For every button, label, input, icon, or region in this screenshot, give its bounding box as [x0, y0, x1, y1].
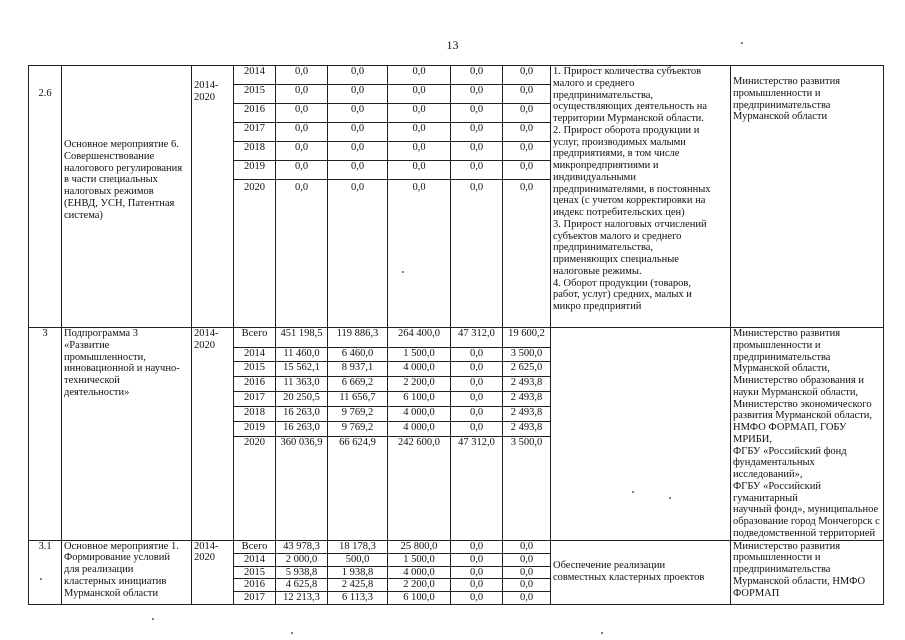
- amount-cell: 0,0: [388, 161, 451, 180]
- amount-cell: 6 460,0: [328, 347, 388, 362]
- year-cell: 2018: [234, 142, 276, 161]
- year-cell: 2016: [234, 579, 276, 592]
- item-number: 3: [29, 328, 62, 541]
- amount-cell: 4 000,0: [388, 421, 451, 436]
- amount-cell: 0,0: [451, 180, 503, 328]
- scan-speck: [152, 618, 154, 620]
- indicators: [551, 328, 731, 541]
- scan-speck: [40, 578, 42, 580]
- amount-cell: 0,0: [276, 180, 328, 328]
- amount-cell: 500,0: [328, 553, 388, 566]
- amount-cell: 0,0: [388, 142, 451, 161]
- year-cell: 2015: [234, 362, 276, 377]
- scan-speck: [741, 42, 743, 44]
- year-cell: 2020: [234, 436, 276, 540]
- year-cell: 2016: [234, 377, 276, 392]
- amount-cell: 2 493,8: [503, 407, 551, 422]
- measure-name: Подпрограмма 3 «Развитие промышленности, инновационной и научно- технической деятельности»: [62, 328, 192, 541]
- measure-name: Основное мероприятие 6. Совершенствование налогового регулирования в части специальных налоговых режимов (ЕНВД, УСН, Патентная система): [62, 66, 192, 328]
- amount-cell: 0,0: [451, 362, 503, 377]
- amount-cell: 0,0: [451, 421, 503, 436]
- amount-cell: 0,0: [503, 592, 551, 605]
- amount-cell: 9 769,2: [328, 421, 388, 436]
- amount-cell: 0,0: [451, 104, 503, 123]
- amount-cell: 16 263,0: [276, 421, 328, 436]
- amount-cell: 2 493,8: [503, 392, 551, 407]
- amount-cell: 0,0: [503, 180, 551, 328]
- amount-cell: 0,0: [328, 142, 388, 161]
- amount-cell: 4 000,0: [388, 566, 451, 579]
- amount-cell: 6 113,3: [328, 592, 388, 605]
- table-row: [29, 66, 884, 85]
- amount-cell: 0,0: [328, 66, 388, 85]
- amount-cell: 0,0: [503, 104, 551, 123]
- amount-cell: 0,0: [503, 540, 551, 553]
- amount-cell: 16 263,0: [276, 407, 328, 422]
- year-cell: 2015: [234, 85, 276, 104]
- amount-cell: 0,0: [451, 407, 503, 422]
- year-cell: 2020: [234, 180, 276, 328]
- amount-cell: 0,0: [451, 553, 503, 566]
- item-number: 2.6: [29, 66, 62, 328]
- amount-cell: 0,0: [328, 180, 388, 328]
- amount-cell: 0,0: [451, 579, 503, 592]
- amount-cell: 4 000,0: [388, 362, 451, 377]
- amount-cell: 0,0: [451, 347, 503, 362]
- amount-cell: 0,0: [451, 392, 503, 407]
- amount-cell: 6 100,0: [388, 592, 451, 605]
- year-cell: 2014: [234, 347, 276, 362]
- responsible-executor: Министерство развития промышленности и предпринимательства Мурманской области: [731, 66, 884, 328]
- item-number: 3.1: [29, 540, 62, 604]
- amount-cell: 2 200,0: [388, 377, 451, 392]
- amount-cell: 2 425,8: [328, 579, 388, 592]
- amount-cell: 0,0: [328, 161, 388, 180]
- amount-cell: 11 363,0: [276, 377, 328, 392]
- period: 2014- 2020: [192, 328, 234, 541]
- amount-cell: 0,0: [451, 566, 503, 579]
- amount-cell: 0,0: [451, 123, 503, 142]
- amount-cell: 0,0: [503, 553, 551, 566]
- amount-cell: 2 625,0: [503, 362, 551, 377]
- amount-cell: 0,0: [451, 85, 503, 104]
- amount-cell: 3 500,0: [503, 347, 551, 362]
- indicators: 1. Прирост количества субъектов малого и среднего предпринимательства, осуществляющих деятельность на территории Мурманской области. 2. Прирост оборота продукции и услуг, производимых малыми предприятиями, в том числе микропредприятиями и индивидуальными предпринимателями, в постоянных ценах (с учетом корректировки на индекс потребительских цен) 3. Прирост налоговых отчислений субъектов малого и среднего предпринимательства, применяющих специальные налоговые режимы. 4. Оборот продукции (товаров, работ, услуг) средних, малых и микро предприятий: [551, 66, 731, 328]
- indicators: Обеспечение реализации совместных кластерных проектов: [551, 540, 731, 604]
- program-table: [28, 65, 884, 605]
- amount-cell: 2 000,0: [276, 553, 328, 566]
- amount-cell: 2 493,8: [503, 421, 551, 436]
- amount-cell: 0,0: [503, 66, 551, 85]
- amount-cell: 0,0: [503, 161, 551, 180]
- amount-cell: 1 500,0: [388, 347, 451, 362]
- year-cell: 2014: [234, 66, 276, 85]
- amount-cell: 66 624,9: [328, 436, 388, 540]
- amount-cell: 0,0: [451, 377, 503, 392]
- amount-cell: 0,0: [388, 66, 451, 85]
- amount-cell: 47 312,0: [451, 328, 503, 348]
- page-number: 13: [446, 38, 459, 52]
- scan-speck: [632, 491, 634, 493]
- period: 2014- 2020: [192, 66, 234, 328]
- amount-cell: 0,0: [451, 592, 503, 605]
- amount-cell: 4 000,0: [388, 407, 451, 422]
- amount-cell: 360 036,9: [276, 436, 328, 540]
- amount-cell: 43 978,3: [276, 540, 328, 553]
- year-cell: 2014: [234, 553, 276, 566]
- amount-cell: 0,0: [503, 85, 551, 104]
- amount-cell: 0,0: [388, 85, 451, 104]
- table-row: [29, 328, 884, 348]
- year-cell: Всего: [234, 328, 276, 348]
- amount-cell: 8 937,1: [328, 362, 388, 377]
- amount-cell: 15 562,1: [276, 362, 328, 377]
- amount-cell: 0,0: [451, 142, 503, 161]
- amount-cell: 0,0: [503, 142, 551, 161]
- amount-cell: 0,0: [276, 161, 328, 180]
- amount-cell: 0,0: [503, 123, 551, 142]
- amount-cell: 12 213,3: [276, 592, 328, 605]
- amount-cell: 0,0: [503, 579, 551, 592]
- year-cell: 2015: [234, 566, 276, 579]
- table-row: [29, 540, 884, 553]
- amount-cell: 0,0: [388, 180, 451, 328]
- year-cell: 2017: [234, 592, 276, 605]
- amount-cell: 451 198,5: [276, 328, 328, 348]
- amount-cell: 3 500,0: [503, 436, 551, 540]
- year-cell: 2017: [234, 392, 276, 407]
- responsible-executor: Министерство развития промышленности и предпринимательства Мурманской области, Министерство образования и науки Мурманской области, Министерство экономического развития Мурманской области, НМФО ФОРМАП, ГОБУ МРИБИ, ФГБУ «Российский фонд фундаментальных исследований», ФГБУ «Российский гуманитарный научный фонд», муниципальное образование город Мончегорск с подведомственной территорией: [731, 328, 884, 541]
- amount-cell: 2 493,8: [503, 377, 551, 392]
- amount-cell: 0,0: [328, 85, 388, 104]
- amount-cell: 0,0: [388, 104, 451, 123]
- amount-cell: 0,0: [276, 85, 328, 104]
- amount-cell: 1 938,8: [328, 566, 388, 579]
- year-cell: 2016: [234, 104, 276, 123]
- amount-cell: 18 178,3: [328, 540, 388, 553]
- year-cell: 2019: [234, 161, 276, 180]
- amount-cell: 1 500,0: [388, 553, 451, 566]
- amount-cell: 25 800,0: [388, 540, 451, 553]
- amount-cell: 5 938,8: [276, 566, 328, 579]
- amount-cell: 11 460,0: [276, 347, 328, 362]
- amount-cell: 0,0: [276, 66, 328, 85]
- amount-cell: 20 250,5: [276, 392, 328, 407]
- amount-cell: 264 400,0: [388, 328, 451, 348]
- year-cell: 2017: [234, 123, 276, 142]
- amount-cell: 0,0: [451, 540, 503, 553]
- amount-cell: 47 312,0: [451, 436, 503, 540]
- amount-cell: 0,0: [276, 104, 328, 123]
- scan-speck: [669, 497, 671, 499]
- scan-speck: [402, 271, 404, 273]
- year-cell: 2018: [234, 407, 276, 422]
- amount-cell: 11 656,7: [328, 392, 388, 407]
- amount-cell: 0,0: [388, 123, 451, 142]
- amount-cell: 0,0: [328, 123, 388, 142]
- amount-cell: 4 625,8: [276, 579, 328, 592]
- period: 2014- 2020: [192, 540, 234, 604]
- amount-cell: 0,0: [276, 142, 328, 161]
- amount-cell: 0,0: [451, 66, 503, 85]
- amount-cell: 0,0: [503, 566, 551, 579]
- scan-speck: [291, 632, 293, 634]
- amount-cell: 19 600,2: [503, 328, 551, 348]
- scan-speck: [601, 632, 603, 634]
- amount-cell: 0,0: [451, 161, 503, 180]
- amount-cell: 2 200,0: [388, 579, 451, 592]
- year-cell: 2019: [234, 421, 276, 436]
- year-cell: Всего: [234, 540, 276, 553]
- amount-cell: 242 600,0: [388, 436, 451, 540]
- measure-name: Основное мероприятие 1. Формирование условий для реализации кластерных инициатив Мурманской области: [62, 540, 192, 604]
- amount-cell: 9 769,2: [328, 407, 388, 422]
- amount-cell: 0,0: [276, 123, 328, 142]
- amount-cell: 0,0: [328, 104, 388, 123]
- responsible-executor: Министерство развития промышленности и предпринимательства Мурманской области, НМФО ФОРМАП: [731, 540, 884, 604]
- amount-cell: 119 886,3: [328, 328, 388, 348]
- amount-cell: 6 100,0: [388, 392, 451, 407]
- amount-cell: 6 669,2: [328, 377, 388, 392]
